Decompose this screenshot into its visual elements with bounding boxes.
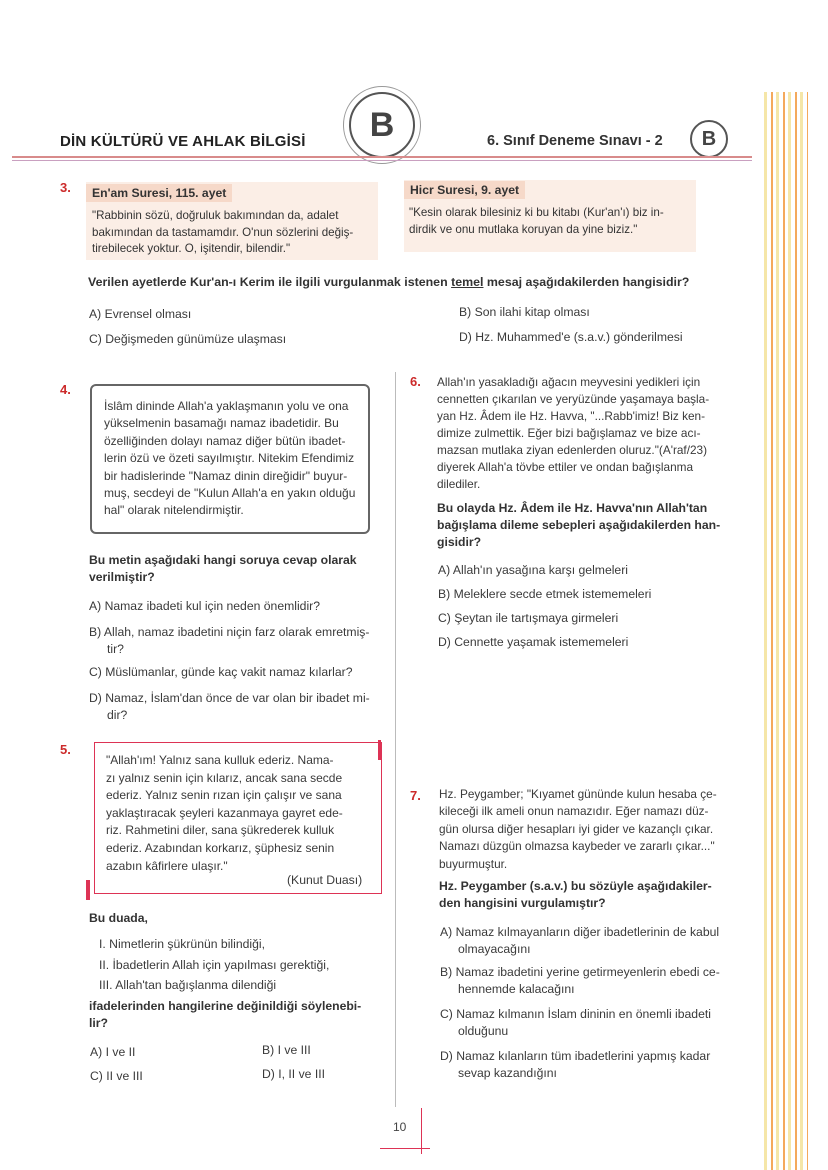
question-stem: ifadelerinden hangilerine değinildiği söylenebi- lir? — [89, 999, 362, 1030]
option-b[interactable]: B) Meleklere secde etmek istememeleri — [438, 587, 652, 601]
option-a[interactable]: A) Namaz kılmayanların diğer ibadetlerinin de kabul olmayacağını — [440, 925, 720, 956]
page-number: 10 — [393, 1120, 407, 1134]
option-c[interactable]: C) Değişmeden günümüze ulaşması — [89, 332, 287, 346]
option-d[interactable]: D) Namaz kılanların tüm ibadetlerini yapmış kadar sevap kazandığını — [440, 1049, 711, 1080]
option-d[interactable]: D) Cennette yaşamak istememeleri — [438, 635, 629, 649]
option-c[interactable]: C) Müslümanlar, günde kaç vakit namaz kılarlar? — [89, 665, 353, 679]
header-divider-thin — [12, 160, 752, 161]
option-b[interactable]: B) Namaz ibadetini yerine getirmeyenlerin ebedi ce- hennemde kalacağını — [440, 965, 720, 996]
question-number: 4. — [60, 382, 71, 397]
prayer-text: "Allah'ım! Yalnız sana kulluk ederiz. Nama- zı yalnız senin için kılarız, ancak sana secde ederiz. Yalnız senin rızan için çalışır ve sana yaklaştıracak şeyleri kazanmaya gayret ede- riz. Rahmetini diler, sana şükrederek kulluk ederiz. Azabından korkarız, şüphesiz senin azabın kâfirlere ulaşır." — [106, 753, 343, 873]
statement-item: II. İbadetlerin Allah için yapılması gerektiği, — [99, 957, 330, 972]
verse-card-text: "Kesin olarak bilesiniz ki bu kitabı (Kur'an'ı) biz in- dirdik ve onu mutlaka koruyan da yine biziz." — [409, 206, 664, 236]
box-accent — [86, 880, 90, 900]
page-mark — [380, 1148, 430, 1149]
option-c[interactable]: C) Şeytan ile tartışmaya girmeleri — [438, 611, 619, 625]
verse-card-title: Hicr Suresi, 9. ayet — [404, 181, 525, 199]
option-b[interactable]: B) Son ilahi kitap olması — [459, 305, 590, 319]
verse-card-title: En'am Suresi, 115. ayet — [86, 184, 232, 202]
question-number: 5. — [60, 742, 71, 757]
statement-list — [99, 934, 329, 996]
question-stem: Bu olayda Hz. Âdem ile Hz. Havva'nın Allah'tan bağışlama dileme sebepleri aşağıdakilerden han- gisidir? — [437, 501, 721, 549]
option-b[interactable]: B) I ve III — [262, 1043, 311, 1057]
option-a[interactable]: A) Allah'ın yasağına karşı gelmeleri — [438, 563, 628, 577]
booklet-logo: B — [349, 92, 415, 158]
statement-item: III. Allah'tan bağışlanma dilendiği — [99, 978, 277, 992]
column-divider — [395, 372, 396, 1107]
question-stem: Verilen ayetlerde Kur'an-ı Kerim ile ilgili vurgulanmak istenen temel mesaj aşağıdakilerden hangisidir? — [88, 275, 690, 289]
question-number: 3. — [60, 180, 71, 195]
passage-text: Hz. Peygamber; "Kıyamet gününde kulun hesaba çe- kileceği ilk ameli onun namazıdır. Eğer namazı düz- gün olursa diğer hesapları iyi gider ve kazançlı çıkar. Namazı düzgün olmazsa kaybeder ve zararlı çıkar..." buyurmuştur. — [439, 787, 717, 871]
booklet-logo-small: B — [690, 120, 728, 158]
box-accent — [378, 740, 381, 760]
decorative-stripes — [764, 92, 808, 1170]
verse-card-text: "Rabbinin sözü, doğruluk bakımından da, adalet bakımından da tastamamdır. O'nun sözlerini değiş- tirebilecek yoktur. O, işitendir, bilendir." — [92, 209, 354, 255]
option-c[interactable]: C) Namaz kılmanın İslam dininin en önemli ibadeti olduğunu — [440, 1007, 711, 1038]
option-a[interactable]: A) Namaz ibadeti kul için neden önemlidir? — [89, 599, 321, 613]
exam-title: 6. Sınıf Deneme Sınavı - 2 — [487, 133, 663, 149]
passage-text: İslâm dininde Allah'a yaklaşmanın yolu ve ona yükselmenin basamağı namaz ibadetidir. Bu özelliğinden dolayı namaz diğer bütün ibadet- lerin özü ve özeti sayılmıştır. Nitekim Efendimiz bir hadislerinde "Namaz dinin direğidir" buyur- muş, secdeyi de "Kulun Allah'a en yakın olduğu hal" olarak nitelendirmiştir. — [104, 399, 356, 518]
subject-title: DİN KÜLTÜRÜ VE AHLAK BİLGİSİ — [60, 133, 306, 150]
option-d[interactable]: D) Hz. Muhammed'e (s.a.v.) gönderilmesi — [459, 330, 683, 344]
header-divider — [12, 156, 752, 158]
option-a[interactable]: A) Evrensel olması — [89, 307, 192, 321]
option-d[interactable]: D) I, II ve III — [262, 1067, 325, 1081]
question-stem: Hz. Peygamber (s.a.v.) bu sözüyle aşağıdakiler- den hangisini vurgulamıştır? — [439, 879, 712, 910]
prayer-source: (Kunut Duası) — [287, 873, 363, 887]
question-number: 6. — [410, 374, 421, 389]
question-lead: Bu duada, — [89, 911, 148, 925]
option-b[interactable]: B) Allah, namaz ibadetini niçin farz olarak emretmiş- tir? — [89, 625, 370, 656]
option-c[interactable]: C) II ve III — [90, 1069, 143, 1083]
option-a[interactable]: A) I ve II — [90, 1045, 136, 1059]
option-d[interactable]: D) Namaz, İslam'dan önce de var olan bir ibadet mi- dir? — [89, 691, 370, 722]
question-number: 7. — [410, 788, 421, 803]
statement-item: I. Nimetlerin şükrünün bilindiği, — [99, 937, 265, 951]
question-stem: Bu metin aşağıdaki hangi soruya cevap olarak verilmiştir? — [89, 553, 357, 584]
passage-text: Allah'ın yasakladığı ağacın meyvesini yedikleri için cennetten çıkarılan ve yeryüzünde yaşamaya başla- yan Hz. Âdem ile Hz. Havva, "...Rabb'imiz! Biz ken- dimize zulmettik. Eğer bizi bağışlamaz ve bize acı- mazsan mutlaka ziyan edenlerden oluruz."(A'raf/23) diyerek Allah'a tövbe ettiler ve ondan bağışlanma dilediler. — [437, 375, 710, 491]
